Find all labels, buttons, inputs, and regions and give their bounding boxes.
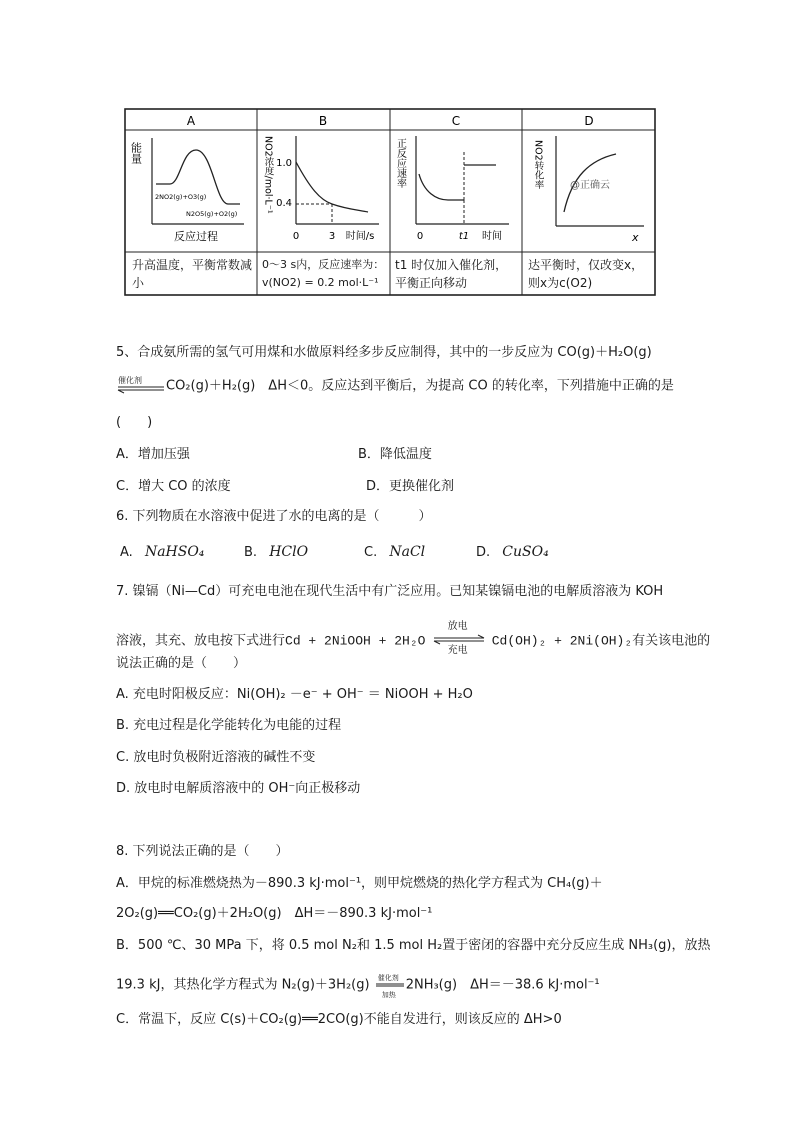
q7-line2a: 溶液，其充、放电按下式进行 xyxy=(116,633,286,649)
q8-catalyst-label: 催化剂 xyxy=(377,974,399,982)
header-b: B xyxy=(318,114,328,128)
q7-option-c[interactable]: C. 放电时负极附近溶液的碱性不变 xyxy=(116,750,316,765)
q7-option-b[interactable]: B. 充电过程是化学能转化为电能的过程 xyxy=(116,718,342,733)
q8-b2b: 2NH₃(g) ΔH＝－38.6 kJ·mol⁻¹ xyxy=(405,977,600,993)
q7-reaction-arrow xyxy=(430,621,488,656)
caption-a: 升高温度，平衡常数减小 xyxy=(132,258,253,290)
q6-a-letter: A. xyxy=(120,545,133,560)
q6-c-formula: NaCl xyxy=(389,544,426,560)
chart-b-ylabel: NO2浓度/mol·L⁻¹ xyxy=(262,136,274,214)
chart-b-xtick-0: 0 xyxy=(292,231,300,242)
chart-b xyxy=(263,136,380,242)
q6-option-c[interactable] xyxy=(364,543,425,562)
q6-b-formula: HClO xyxy=(269,544,309,560)
q6-c-letter: C. xyxy=(364,545,378,560)
q8-option-a-line1[interactable]: A．甲烷的标准燃烧热为－890.3 kJ·mol⁻¹，则甲烷燃烧的热化学方程式为 CH₄(g)＋ xyxy=(116,876,603,891)
q6-option-a[interactable] xyxy=(120,543,204,562)
chart-d-ylabel: NO2转化率 xyxy=(532,140,544,190)
q5-option-c[interactable]: C．增大 CO 的浓度 xyxy=(116,479,231,494)
chart-d xyxy=(533,136,645,244)
q5-line2: CO₂(g)＋H₂(g) ΔH＜0。反应达到平衡后，为提高 CO 的转化率，下列措施中正确的是 xyxy=(166,378,674,394)
q7-line2-wrap xyxy=(116,621,711,656)
chart-d-watermark: @正确云 xyxy=(570,180,610,191)
q8-b2a: 19.3 kJ，其热化学方程式为 N₂(g)＋3H₂(g) xyxy=(116,977,370,993)
q8-option-c[interactable]: C．常温下，反应 C(s)＋CO₂(g)══2CO(g)不能自发进行，则该反应的 ΔH>0 xyxy=(116,1012,562,1027)
chart-c-ylabel: 正反应速率 xyxy=(394,138,406,188)
chart-a-reactant: 2NO2(g)+O3(g) xyxy=(155,193,207,201)
q5-line1: 5、合成氨所需的氢气可用煤和水做原料经多步反应制得，其中的一步反应为 CO(g)＋H₂O(g) xyxy=(116,345,652,360)
q7-line3: 说法正确的是（ ） xyxy=(116,656,247,671)
chart-c-xtick-0: 0 xyxy=(416,231,424,242)
chart-b-xlabel: 时间/s xyxy=(345,231,375,242)
chart-a-ylabel: 能量 xyxy=(129,142,143,164)
chart-d-xlabel: x xyxy=(632,231,639,244)
q7-charge-label: 充电 xyxy=(447,645,468,656)
chart-a xyxy=(130,138,245,243)
q6-d-letter: D. xyxy=(476,545,491,560)
q5-option-d[interactable]: D．更换催化剂 xyxy=(366,479,455,494)
header-d: D xyxy=(584,114,594,128)
q8-option-a-line2: 2O₂(g)══CO₂(g)＋2H₂O(g) ΔH＝－890.3 kJ·mol⁻¹ xyxy=(116,906,433,921)
header-c: C xyxy=(451,114,461,128)
chart-b-ytick-hi: 1.0 xyxy=(276,158,292,169)
q6-a-formula: NaHSO₄ xyxy=(144,544,205,560)
q6-d-formula: CuSO₄ xyxy=(502,544,549,560)
q5-paren: ( ) xyxy=(116,415,153,430)
chart-c-curve-1 xyxy=(419,174,464,200)
q6-b-letter: B. xyxy=(244,545,258,560)
chart-b-ytick-lo: 0.4 xyxy=(276,198,292,209)
chart-b-xtick-3: 3 xyxy=(328,231,336,242)
chart-c-xlabel: 时间 xyxy=(482,231,502,242)
q7-line2c: Cd(OH)₂ + 2Ni(OH)₂有关该电池的 xyxy=(491,633,711,649)
q7-option-a[interactable]: A. 充电时阳极反应：Ni(OH)₂ －e⁻ + OH⁻ ＝ NiOOH + H₂O xyxy=(116,687,473,702)
q8-catalyst-arrow xyxy=(374,974,406,999)
q8-option-b-line2-wrap xyxy=(116,974,600,999)
caption-c: t1 时仅加入催化剂，平衡正向移动 xyxy=(395,258,508,290)
caption-d: 达平衡时，仅改变x，则x为c(O2) xyxy=(528,258,644,290)
q7-line2b: Cd + 2NiOOH + 2H₂O xyxy=(285,633,426,649)
q7-discharge-label: 放电 xyxy=(447,621,468,632)
q6-option-b[interactable] xyxy=(244,543,308,562)
chart-c xyxy=(395,136,510,242)
q5-option-b[interactable]: B．降低温度 xyxy=(358,447,432,462)
chart-a-xlabel: 反应过程 xyxy=(174,230,218,243)
caption-b: 0～3 s内，反应速率为：v(NO2) = 0.2 mol·L⁻¹ xyxy=(262,258,385,289)
q6-stem: 6. 下列物质在水溶液中促进了水的电离的是（ ） xyxy=(116,509,432,524)
figure-panel xyxy=(124,108,656,296)
q8-option-b-line1[interactable]: B．500 ℃、30 MPa 下，将 0.5 mol N₂和 1.5 mol H₂置于密闭的容器中充分反应生成 NH₃(g)，放热 xyxy=(116,938,711,953)
header-a: A xyxy=(186,114,196,128)
q8-heat-label: 加热 xyxy=(381,991,396,999)
q7-line1: 7. 镍镉（Ni—Cd）可充电电池在现代生活中有广泛应用。已知某镍镉电池的电解质溶液为 KOH xyxy=(116,584,664,599)
q5-catalyst-label: 催化剂 xyxy=(118,376,142,385)
q8-stem: 8. 下列说法正确的是（ ） xyxy=(116,844,289,859)
q7-option-d[interactable]: D. 放电时电解质溶液中的 OH⁻向正极移动 xyxy=(116,781,361,796)
q5-line2-wrap xyxy=(116,376,674,396)
q6-option-d[interactable] xyxy=(476,543,549,562)
q5-catalyst-arrow xyxy=(116,376,166,396)
chart-c-xtick-t1: t1 xyxy=(458,231,470,242)
q5-option-a[interactable]: A．增加压强 xyxy=(116,447,190,462)
chart-a-product: N2O5(g)+O2(g) xyxy=(186,210,238,218)
